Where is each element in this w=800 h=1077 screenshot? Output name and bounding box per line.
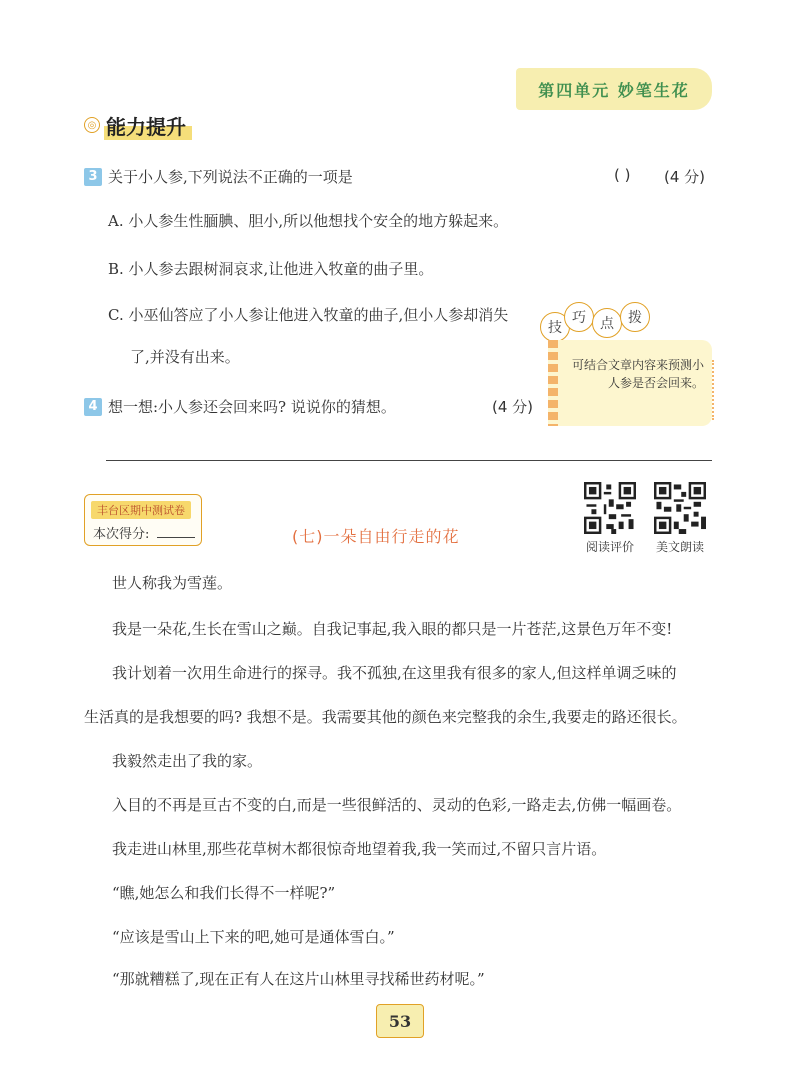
- story-paragraph: “瞧,她怎么和我们长得不一样呢?”: [112, 884, 336, 902]
- tip-char: 巧: [564, 302, 594, 332]
- tip-char: 技: [540, 312, 570, 342]
- qr-read-aloud[interactable]: [654, 482, 710, 555]
- story-paragraph: “那就糟糕了,现在正有人在这片山林里寻找稀世药材呢。”: [112, 970, 485, 988]
- answer-bracket[interactable]: ( ): [614, 166, 631, 184]
- exam-source: 丰台区期中测试卷: [91, 501, 191, 519]
- story-paragraph: 我毅然走出了我的家。: [112, 752, 263, 770]
- question-score: (4 分): [492, 398, 534, 416]
- score-blank[interactable]: [157, 537, 195, 538]
- story-paragraph: 我计划着一次用生命进行的探寻。我不孤独,在这里我有很多的家人,但这样单调乏味的: [112, 664, 677, 682]
- story-paragraph: “应该是雪山上下来的吧,她可是通体雪白。”: [112, 928, 395, 946]
- story-paragraph: 世人称我为雪莲。: [112, 574, 233, 592]
- tip-edge-decoration: [706, 360, 714, 420]
- tip-char: 拨: [620, 302, 650, 332]
- question-number: 3: [84, 168, 102, 186]
- story-title: (七)一朵自由行走的花: [292, 527, 460, 546]
- qr-code-icon: [654, 482, 706, 534]
- option-c: C. 小巫仙答应了小人参让他进入牧童的曲子,但小人参却消失: [108, 306, 509, 324]
- question-number: 4: [84, 398, 102, 416]
- option-a: A. 小人参生性腼腆、胆小,所以他想找个安全的地方躲起来。: [108, 212, 509, 230]
- question-text: 关于小人参,下列说法不正确的一项是: [108, 168, 353, 186]
- qr-label: 阅读评价: [585, 540, 634, 554]
- section-heading: [84, 108, 192, 142]
- question-score: (4 分): [664, 168, 706, 186]
- unit-banner: [516, 68, 712, 110]
- story-paragraph: 我是一朵花,生长在雪山之巅。自我记事起,我入眼的都只是一片苍茫,这景色万年不变!: [112, 620, 673, 638]
- exam-tag: [84, 494, 202, 546]
- tip-heading: [540, 302, 660, 342]
- qr-label: 美文朗读: [655, 540, 704, 554]
- tip-decoration: [548, 340, 558, 426]
- story-paragraph: 我走进山林里,那些花草树木都很惊奇地望着我,我一笑而过,不留只言片语。: [112, 840, 607, 858]
- section-divider: [106, 460, 712, 461]
- question-4: [84, 396, 396, 417]
- target-icon: ◎: [84, 117, 100, 133]
- story-paragraph: 入目的不再是亘古不变的白,而是一些很鲜活的、灵动的色彩,一路走去,仿佛一幅画卷。: [112, 796, 682, 814]
- tip-text: 可结合文章内容来预测小人参是否会回来。: [572, 358, 705, 390]
- unit-title: 第四单元 妙笔生花: [538, 80, 690, 100]
- tip-char: 点: [592, 308, 622, 338]
- qr-reading-review[interactable]: [584, 482, 640, 555]
- tip-box: [548, 340, 712, 426]
- qr-code-icon: [584, 482, 636, 534]
- story-paragraph: 生活真的是我想要的吗? 我想不是。我需要其他的颜色来完整我的余生,我要走的路还很长。: [84, 708, 687, 726]
- score-label: 本次得分:: [93, 527, 150, 542]
- question-text: 想一想:小人参还会回来吗? 说说你的猜想。: [108, 398, 396, 416]
- option-c-continued: 了,并没有出来。: [130, 348, 240, 366]
- section-title: 能力提升: [104, 111, 192, 140]
- page-number: 53: [376, 1004, 424, 1038]
- option-b: B. 小人参去跟树洞哀求,让他进入牧童的曲子里。: [108, 260, 434, 278]
